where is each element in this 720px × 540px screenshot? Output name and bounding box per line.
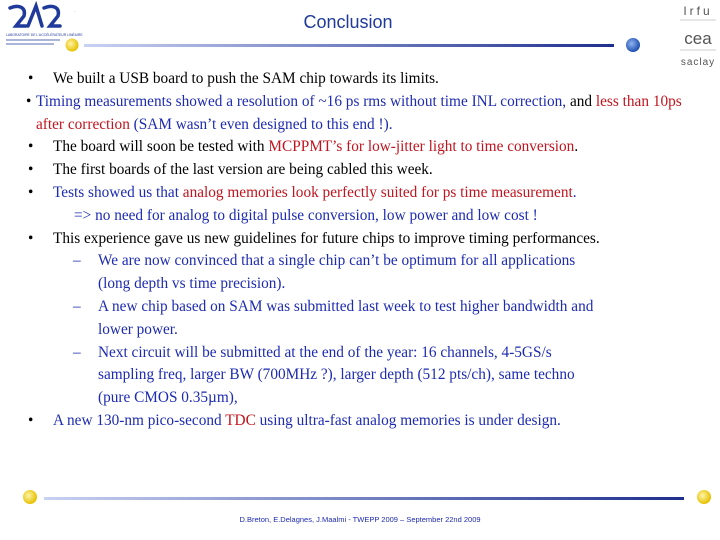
top-divider [66, 38, 641, 52]
bullet-text: A new 130-nm pico-second [53, 411, 226, 429]
bullet-text: We built a USB board to push the SAM chip towards its limits. [53, 70, 439, 87]
bullet-marker: • [28, 138, 34, 156]
bullet-highlight: TDC [225, 411, 256, 429]
subbullet-single-chip [8, 250, 713, 296]
bullet-tdc [8, 410, 713, 433]
bullet-usb-board [8, 68, 713, 91]
subbullet-next-circuit [8, 342, 713, 410]
page-title: Conclusion [303, 12, 393, 32]
slide-footer: D.Breton, E.Delagnes, J.Maalmi - TWEPP 2009 – September 22nd 2009 [239, 515, 481, 524]
dash-marker: – [73, 252, 81, 270]
bullet-marker: • [28, 411, 34, 429]
top-right-dot [626, 38, 640, 52]
irfu-cea-logo [678, 2, 718, 70]
bottom-right-dot [697, 490, 711, 504]
bullet-marker: • [28, 229, 34, 247]
bullet-highlight: analog memories look perfectly suited for ps time measurement [182, 183, 573, 201]
bullet-text: The board will soon be tested with [53, 138, 269, 156]
subbullet-text: (pure CMOS 0.35µm), [98, 389, 238, 407]
bullet-marker: • [28, 183, 34, 201]
bullet-highlight: less than 10ps after correction [36, 92, 682, 133]
bullet-marker: • [28, 161, 34, 179]
bullet-highlight: MCPPMT’s for low-jitter light to time conversion [268, 138, 575, 156]
cea-logo-text: cea [684, 29, 712, 48]
subbullet-new-chip [8, 296, 713, 342]
subbullet-text: Next circuit will be submitted at the end of the year: 16 channels, 4-5GS/s [98, 343, 552, 361]
subbullet-text: A new chip based on SAM was submitted last week to test higher bandwidth and [98, 297, 594, 315]
bullet-analog-memories [8, 182, 713, 205]
top-left-dot [66, 39, 79, 52]
bullet-mcppmt [8, 136, 713, 159]
bullet-timing-measurements [8, 91, 713, 137]
bullet-marker: • [28, 70, 34, 87]
slide-content [8, 68, 713, 433]
bullet-text: . [572, 183, 577, 201]
bullet-text: Timing measurements showed a resolution of ~16 ps rms without time INL correction, [36, 92, 567, 110]
bullet-text: and [569, 92, 596, 110]
lal-logo-subtext: LABORATOIRE DE L'ACCÉLÉRATEUR LINÉAIRE [6, 33, 83, 37]
lal-logo-text: LAL [74, 12, 76, 13]
bullet-text: This experience gave us new guidelines for future chips to improve timing performances. [53, 229, 600, 247]
bullet-new-guidelines [8, 228, 713, 251]
dash-marker: – [73, 343, 81, 361]
irfu-logo-text: Irfu [683, 4, 713, 18]
bullet-text: (SAM wasn’t even designed to this end !). [129, 115, 393, 133]
saclay-logo-text: saclay [680, 57, 716, 68]
bullet-first-boards [8, 159, 713, 182]
bullet-marker: • [26, 92, 32, 110]
bullet-analog-subline: => no need for analog to digital pulse conversion, low power and low cost ! [74, 206, 538, 224]
bottom-left-dot [23, 490, 37, 504]
subbullet-text: We are now convinced that a single chip can’t be optimum for all applications [98, 252, 576, 270]
bullet-text: using ultra-fast analog memories is under design. [255, 411, 561, 429]
bullet-text: Tests showed us that [53, 183, 183, 201]
subbullet-text: (long depth vs time precision). [98, 275, 286, 293]
subbullet-text: lower power. [98, 320, 178, 338]
bullet-text: . [574, 138, 579, 156]
subbullet-text: sampling freq, larger BW (700MHz ?), larger depth (512 pts/ch), same techno [98, 366, 575, 384]
dash-marker: – [73, 297, 81, 315]
bullet-text: The first boards of the last version are being cabled this week. [53, 161, 433, 179]
bottom-divider [23, 490, 711, 504]
